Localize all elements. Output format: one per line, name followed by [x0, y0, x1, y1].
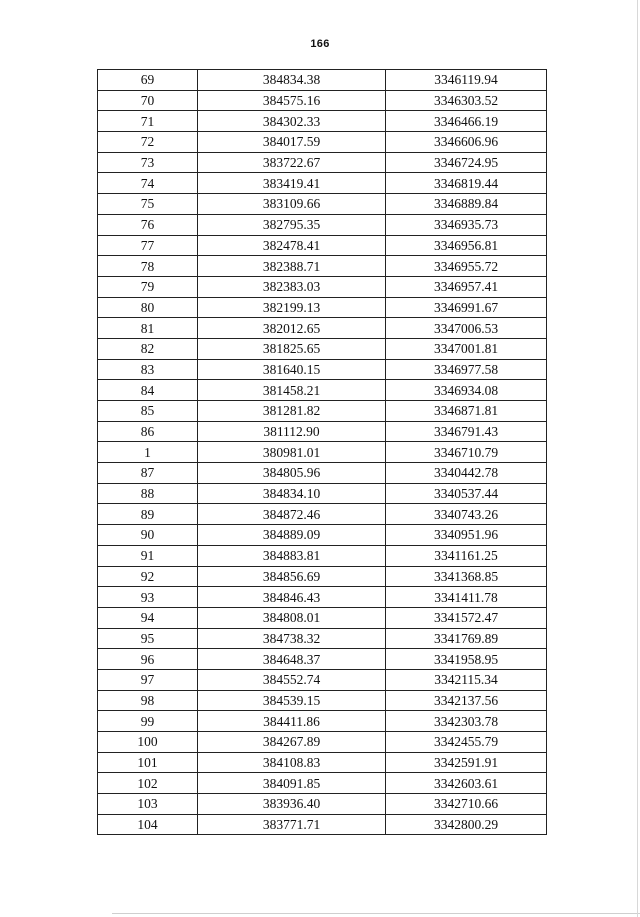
table-row	[98, 711, 547, 732]
point-number-cell: 70	[98, 90, 198, 111]
y-coordinate-cell: 3346819.44	[386, 173, 547, 194]
x-coordinate-cell: 384017.59	[198, 132, 386, 153]
y-coordinate-cell: 3346991.67	[386, 297, 547, 318]
x-coordinate-cell: 380981.01	[198, 442, 386, 463]
page-number: 166	[310, 38, 330, 50]
point-number-cell: 88	[98, 483, 198, 504]
table-row	[98, 814, 547, 835]
point-number-cell: 71	[98, 111, 198, 132]
y-coordinate-cell: 3346724.95	[386, 152, 547, 173]
table-row	[98, 256, 547, 277]
table-row	[98, 566, 547, 587]
point-number-cell: 95	[98, 628, 198, 649]
table-row	[98, 525, 547, 546]
y-coordinate-cell: 3346871.81	[386, 401, 547, 422]
y-coordinate-cell: 3346956.81	[386, 235, 547, 256]
point-number-cell: 85	[98, 401, 198, 422]
y-coordinate-cell: 3346710.79	[386, 442, 547, 463]
x-coordinate-cell: 383419.41	[198, 173, 386, 194]
point-number-cell: 74	[98, 173, 198, 194]
x-coordinate-cell: 382383.03	[198, 276, 386, 297]
y-coordinate-cell: 3341958.95	[386, 649, 547, 670]
point-number-cell: 81	[98, 318, 198, 339]
table-row	[98, 463, 547, 484]
table-row	[98, 628, 547, 649]
table-row	[98, 649, 547, 670]
y-coordinate-cell: 3346957.41	[386, 276, 547, 297]
x-coordinate-cell: 381112.90	[198, 421, 386, 442]
x-coordinate-cell: 383722.67	[198, 152, 386, 173]
x-coordinate-cell: 384834.10	[198, 483, 386, 504]
point-number-cell: 86	[98, 421, 198, 442]
x-coordinate-cell: 384846.43	[198, 587, 386, 608]
table-row	[98, 152, 547, 173]
x-coordinate-cell: 383771.71	[198, 814, 386, 835]
table-row	[98, 545, 547, 566]
x-coordinate-cell: 381825.65	[198, 338, 386, 359]
y-coordinate-cell: 3346935.73	[386, 214, 547, 235]
x-coordinate-cell: 384872.46	[198, 504, 386, 525]
x-coordinate-cell: 381458.21	[198, 380, 386, 401]
point-number-cell: 73	[98, 152, 198, 173]
point-number-cell: 72	[98, 132, 198, 153]
x-coordinate-cell: 384856.69	[198, 566, 386, 587]
table-row	[98, 214, 547, 235]
table-row	[98, 276, 547, 297]
point-number-cell: 96	[98, 649, 198, 670]
point-number-cell: 87	[98, 463, 198, 484]
point-number-cell: 78	[98, 256, 198, 277]
point-number-cell: 94	[98, 607, 198, 628]
table-row	[98, 794, 547, 815]
y-coordinate-cell: 3342303.78	[386, 711, 547, 732]
table-row	[98, 90, 547, 111]
point-number-cell: 77	[98, 235, 198, 256]
x-coordinate-cell: 384883.81	[198, 545, 386, 566]
y-coordinate-cell: 3340743.26	[386, 504, 547, 525]
y-coordinate-cell: 3342800.29	[386, 814, 547, 835]
y-coordinate-cell: 3341368.85	[386, 566, 547, 587]
x-coordinate-cell: 384808.01	[198, 607, 386, 628]
y-coordinate-cell: 3346119.94	[386, 70, 547, 91]
table-row	[98, 504, 547, 525]
point-number-cell: 76	[98, 214, 198, 235]
x-coordinate-cell: 382478.41	[198, 235, 386, 256]
x-coordinate-cell: 384108.83	[198, 752, 386, 773]
table-row	[98, 607, 547, 628]
point-number-cell: 1	[98, 442, 198, 463]
table-row	[98, 401, 547, 422]
y-coordinate-cell: 3342710.66	[386, 794, 547, 815]
point-number-cell: 93	[98, 587, 198, 608]
y-coordinate-cell: 3341411.78	[386, 587, 547, 608]
x-coordinate-cell: 384302.33	[198, 111, 386, 132]
x-coordinate-cell: 384648.37	[198, 649, 386, 670]
point-number-cell: 79	[98, 276, 198, 297]
x-coordinate-cell: 384091.85	[198, 773, 386, 794]
point-number-cell: 98	[98, 690, 198, 711]
coordinate-table	[97, 69, 547, 835]
x-coordinate-cell: 381640.15	[198, 359, 386, 380]
point-number-cell: 90	[98, 525, 198, 546]
x-coordinate-cell: 384805.96	[198, 463, 386, 484]
x-coordinate-cell: 382388.71	[198, 256, 386, 277]
x-coordinate-cell: 383936.40	[198, 794, 386, 815]
y-coordinate-cell: 3346934.08	[386, 380, 547, 401]
point-number-cell: 104	[98, 814, 198, 835]
table-row	[98, 380, 547, 401]
bottom-edge-line	[112, 913, 640, 914]
table-row	[98, 773, 547, 794]
point-number-cell: 102	[98, 773, 198, 794]
y-coordinate-cell: 3340537.44	[386, 483, 547, 504]
table-row	[98, 690, 547, 711]
y-coordinate-cell: 3346303.52	[386, 90, 547, 111]
right-edge-line	[637, 0, 638, 917]
y-coordinate-cell: 3341769.89	[386, 628, 547, 649]
y-coordinate-cell: 3342603.61	[386, 773, 547, 794]
x-coordinate-cell: 383109.66	[198, 194, 386, 215]
x-coordinate-cell: 384539.15	[198, 690, 386, 711]
table-row	[98, 235, 547, 256]
table-row	[98, 194, 547, 215]
table-row	[98, 111, 547, 132]
table-row	[98, 297, 547, 318]
y-coordinate-cell: 3346955.72	[386, 256, 547, 277]
x-coordinate-cell: 384889.09	[198, 525, 386, 546]
y-coordinate-cell: 3342137.56	[386, 690, 547, 711]
y-coordinate-cell: 3346977.58	[386, 359, 547, 380]
x-coordinate-cell: 382012.65	[198, 318, 386, 339]
table-row	[98, 173, 547, 194]
y-coordinate-cell: 3347006.53	[386, 318, 547, 339]
point-number-cell: 92	[98, 566, 198, 587]
x-coordinate-cell: 384575.16	[198, 90, 386, 111]
table-row	[98, 70, 547, 91]
point-number-cell: 83	[98, 359, 198, 380]
table-row	[98, 587, 547, 608]
point-number-cell: 80	[98, 297, 198, 318]
coordinate-table-body	[98, 70, 547, 835]
table-row	[98, 318, 547, 339]
table-row	[98, 359, 547, 380]
table-row	[98, 483, 547, 504]
y-coordinate-cell: 3340442.78	[386, 463, 547, 484]
x-coordinate-cell: 384552.74	[198, 669, 386, 690]
y-coordinate-cell: 3340951.96	[386, 525, 547, 546]
y-coordinate-cell: 3346791.43	[386, 421, 547, 442]
x-coordinate-cell: 384267.89	[198, 732, 386, 753]
point-number-cell: 84	[98, 380, 198, 401]
y-coordinate-cell: 3347001.81	[386, 338, 547, 359]
y-coordinate-cell: 3341161.25	[386, 545, 547, 566]
x-coordinate-cell: 384738.32	[198, 628, 386, 649]
y-coordinate-cell: 3346606.96	[386, 132, 547, 153]
table-row	[98, 732, 547, 753]
x-coordinate-cell: 381281.82	[198, 401, 386, 422]
y-coordinate-cell: 3342455.79	[386, 732, 547, 753]
point-number-cell: 101	[98, 752, 198, 773]
point-number-cell: 99	[98, 711, 198, 732]
x-coordinate-cell: 382199.13	[198, 297, 386, 318]
point-number-cell: 103	[98, 794, 198, 815]
table-row	[98, 132, 547, 153]
point-number-cell: 75	[98, 194, 198, 215]
point-number-cell: 97	[98, 669, 198, 690]
table-row	[98, 442, 547, 463]
y-coordinate-cell: 3341572.47	[386, 607, 547, 628]
x-coordinate-cell: 384834.38	[198, 70, 386, 91]
table-row	[98, 752, 547, 773]
y-coordinate-cell: 3346466.19	[386, 111, 547, 132]
point-number-cell: 100	[98, 732, 198, 753]
point-number-cell: 82	[98, 338, 198, 359]
point-number-cell: 69	[98, 70, 198, 91]
table-row	[98, 338, 547, 359]
x-coordinate-cell: 382795.35	[198, 214, 386, 235]
y-coordinate-cell: 3342115.34	[386, 669, 547, 690]
point-number-cell: 91	[98, 545, 198, 566]
table-row	[98, 669, 547, 690]
table-row	[98, 421, 547, 442]
x-coordinate-cell: 384411.86	[198, 711, 386, 732]
y-coordinate-cell: 3346889.84	[386, 194, 547, 215]
point-number-cell: 89	[98, 504, 198, 525]
y-coordinate-cell: 3342591.91	[386, 752, 547, 773]
